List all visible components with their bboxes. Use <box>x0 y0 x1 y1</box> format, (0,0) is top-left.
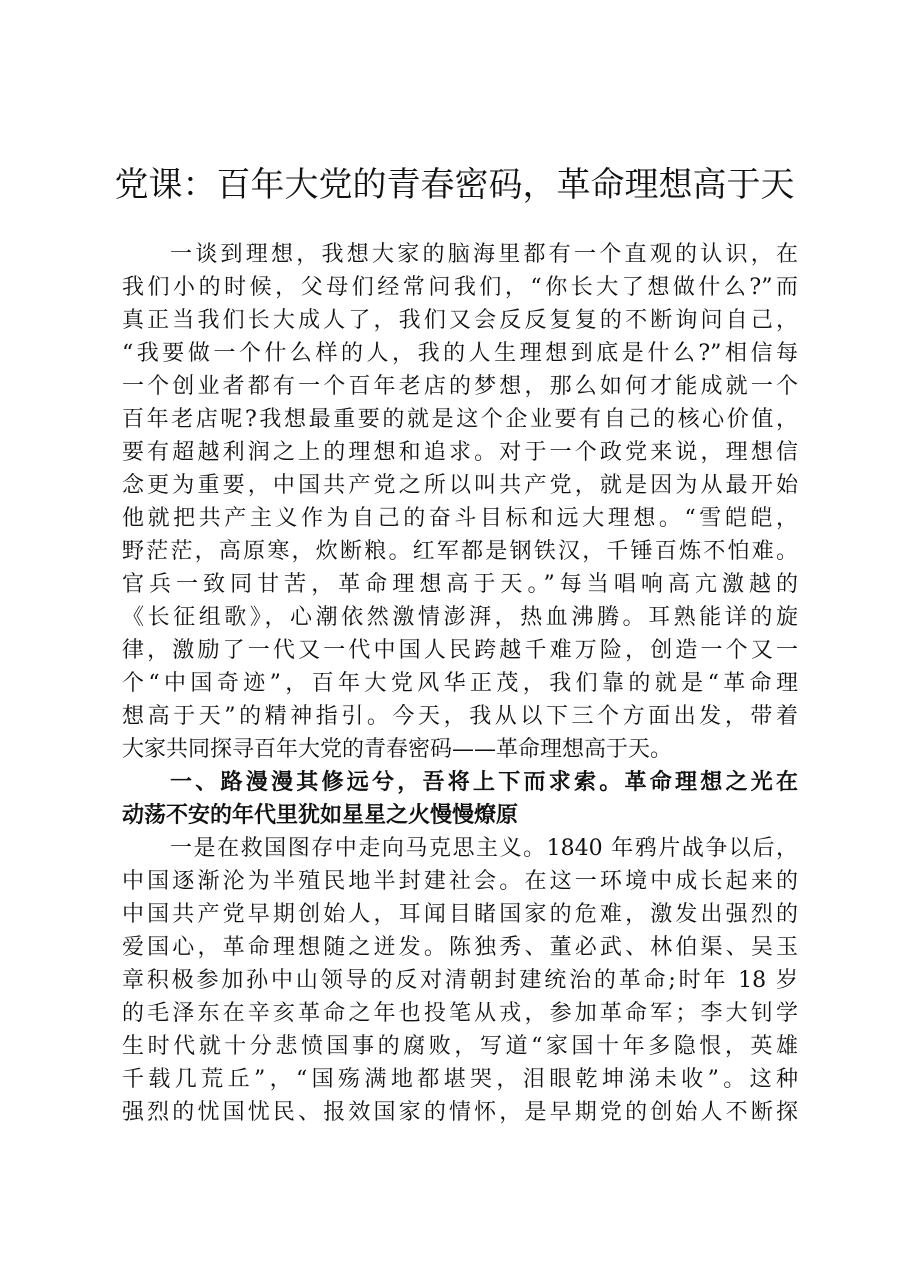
text-line: 《长征组歌》，心潮依然激情澎湃，热血沸腾。耳熟能详的旋 <box>122 605 798 630</box>
text-line: “我要做一个什么样的人，我的人生理想到底是什么?”相信每 <box>122 341 798 366</box>
document-body <box>122 238 798 1129</box>
heading-line: 动荡不安的年代里犹如星星之火慢慢燎原 <box>122 803 519 828</box>
text-line: 百年老店呢?我想最重要的就是这个企业要有自己的核心价值， <box>122 407 798 432</box>
text-line: 野茫茫，高原寒，炊断粮。红军都是钢铁汉，千锤百炼不怕难。 <box>122 539 798 564</box>
text-line: 中国逐渐沦为半殖民地半封建社会。在这一环境中成长起来的 <box>122 869 798 894</box>
intro-paragraph <box>122 238 798 766</box>
text-line: 他就把共产主义作为自己的奋斗目标和远大理想。“雪皑皑， <box>122 506 798 531</box>
text-line: 我们小的时候，父母们经常问我们，“你长大了想做什么?”而 <box>122 275 798 300</box>
text-line: 一谈到理想，我想大家的脑海里都有一个直观的认识，在 <box>170 242 798 267</box>
document-title: 党课：百年大党的青春密码，革命理想高于天 <box>114 165 795 205</box>
text-line: 大家共同探寻百年大党的青春密码——革命理想高于天。 <box>122 737 673 762</box>
text-line: 真正当我们长大成人了，我们又会反反复复的不断询问自己， <box>122 308 798 333</box>
text-line: 官兵一致同甘苦，革命理想高于天。”每当唱响高亢激越的 <box>122 572 798 597</box>
text-line: 强烈的忧国忧民、报效国家的情怀，是早期党的创始人不断探 <box>122 1100 798 1125</box>
text-line: 章积极参加孙中山领导的反对清朝封建统治的革命;时年 18 岁 <box>122 968 798 993</box>
section-paragraph <box>122 832 798 1129</box>
text-line: 想高于天”的精神指引。今天，我从以下三个方面出发，带着 <box>122 704 798 729</box>
heading-line: 一、路漫漫其修远兮，吾将上下而求索。革命理想之光在 <box>170 770 798 795</box>
text-line: 一是在救国图存中走向马克思主义。1840 年鸦片战争以后， <box>170 836 798 861</box>
text-line: 要有超越利润之上的理想和追求。对于一个政党来说，理想信 <box>122 440 798 465</box>
text-line: 律，激励了一代又一代中国人民跨越千难万险，创造一个又一 <box>122 638 798 663</box>
text-line: 生时代就十分悲愤国事的腐败，写道“家国十年多隐恨，英雄 <box>122 1034 798 1059</box>
section-heading <box>122 766 798 832</box>
text-line: 的毛泽东在辛亥革命之年也投笔从戎，参加革命军；李大钊学 <box>122 1001 798 1026</box>
text-line: 爱国心，革命理想随之迸发。陈独秀、董必武、林伯渠、吴玉 <box>122 935 798 960</box>
text-line: 一个创业者都有一个百年老店的梦想，那么如何才能成就一个 <box>122 374 798 399</box>
text-line: 念更为重要，中国共产党之所以叫共产党，就是因为从最开始 <box>122 473 798 498</box>
text-line: 个“中国奇迹”，百年大党风华正茂，我们靠的就是“革命理 <box>122 671 798 696</box>
text-line: 千载几荒丘”，“国殇满地都堪哭，泪眼乾坤涕未收”。这种 <box>122 1067 798 1092</box>
text-line: 中国共产党早期创始人，耳闻目睹国家的危难，激发出强烈的 <box>122 902 798 927</box>
